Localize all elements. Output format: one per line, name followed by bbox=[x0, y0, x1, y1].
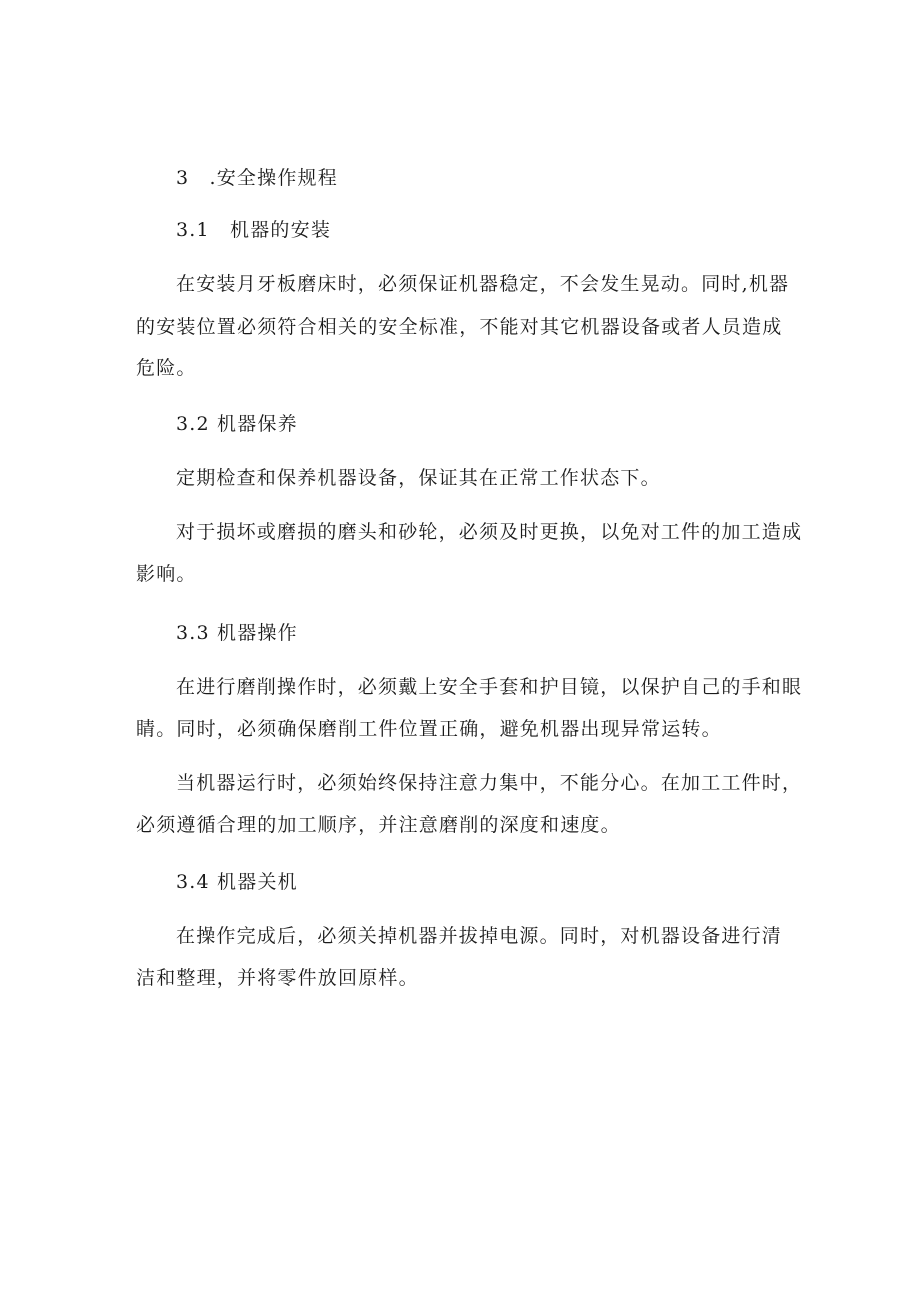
paragraph-line: 对于损坏或磨损的磨头和砂轮，必须及时更换，以免对工件的加工造成 bbox=[176, 521, 803, 543]
paragraph-line: 必须遵循合理的加工顺序，并注意磨削的深度和速度。 bbox=[136, 814, 621, 836]
section-title: 3 .安全操作规程 bbox=[176, 167, 338, 189]
paragraph-line: 的安装位置必须符合相关的安全标准，不能对其它机器设备或者人员造成 bbox=[136, 316, 783, 338]
subsection-heading-3-2: 3.2 机器保养 bbox=[176, 413, 298, 435]
paragraph-line: 洁和整理，并将零件放回原样。 bbox=[136, 967, 419, 989]
subsection-heading-3-3: 3.3 机器操作 bbox=[176, 622, 298, 644]
paragraph-line: 影响。 bbox=[136, 563, 197, 585]
paragraph-line: 在进行磨削操作时，必须戴上安全手套和护目镜，以保护自己的手和眼 bbox=[176, 676, 803, 698]
paragraph-line: 睛。同时，必须确保磨削工件位置正确，避免机器出现异常运转。 bbox=[136, 718, 722, 740]
paragraph-line: 定期检查和保养机器设备，保证其在正常工作状态下。 bbox=[176, 467, 661, 489]
paragraph-line: 在操作完成后，必须关掉机器并拔掉电源。同时，对机器设备进行清 bbox=[176, 925, 783, 947]
paragraph-line: 在安装月牙板磨床时，必须保证机器稳定，不会发生晃动。同时,机器 bbox=[176, 273, 790, 295]
subsection-heading-3-4: 3.4 机器关机 bbox=[176, 871, 298, 893]
paragraph-line: 危险。 bbox=[136, 357, 197, 379]
paragraph-line: 当机器运行时，必须始终保持注意力集中，不能分心。在加工工件时， bbox=[176, 772, 803, 794]
subsection-heading-3-1: 3.1 机器的安装 bbox=[176, 219, 332, 241]
